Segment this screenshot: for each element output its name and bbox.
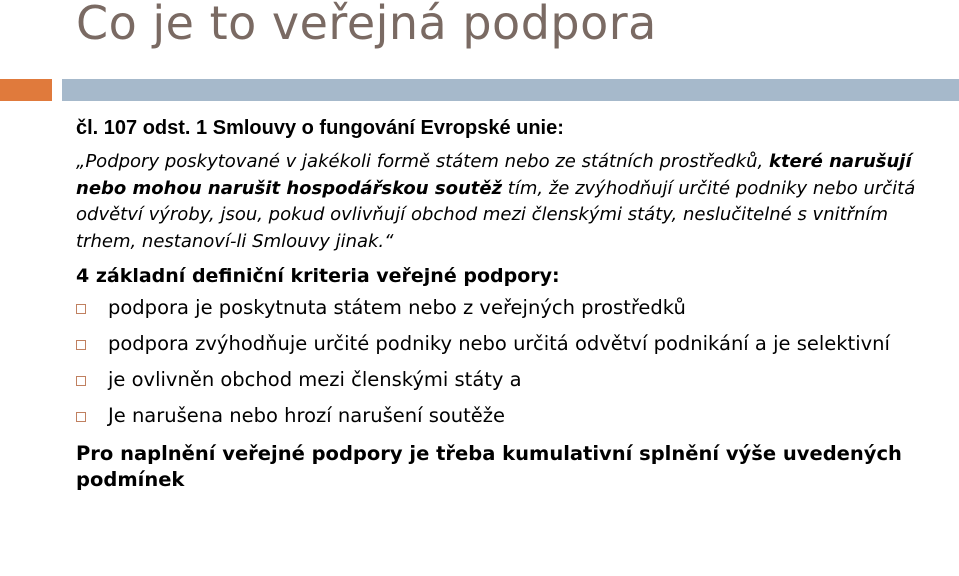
criteria-heading: 4 základní definiční kriteria veřejné podpory: (76, 265, 560, 287)
list-item (76, 367, 946, 393)
quote-part-2: tím, že zvýhodňují určité podniky nebo určitá odvětví výroby, jsou, pokud ovlivňují obchod mezi členskými státy, neslučitelné s vnitřním trhem, nestanoví-li Smlouvy jinak.“ (76, 177, 916, 252)
criterion-text: je ovlivněn obchod mezi členskými státy a (108, 368, 522, 391)
slide-title: Co je to veřejná podpora (76, 0, 657, 50)
list-item (76, 403, 946, 429)
criterion-text: podpora zvýhodňuje určité podniky nebo určitá odvětví podnikání a je selektivní (108, 332, 890, 355)
square-bullet-icon (76, 412, 86, 422)
list-item (76, 331, 946, 357)
criteria-list (76, 295, 946, 429)
quote-emphasis: které narušují nebo mohou narušit hospodářskou soutěž (76, 151, 912, 199)
conclusion-text: Pro naplnění veřejné podpory je třeba kumulativní splnění výše uvedených podmínek (76, 442, 902, 491)
square-bullet-icon (76, 304, 86, 314)
criterion-text: podpora je poskytnuta státem nebo z veřejných prostředků (108, 296, 686, 319)
square-bullet-icon (76, 376, 86, 386)
legal-quote (76, 149, 926, 255)
accent-bar-blue (62, 79, 959, 101)
slide-content (76, 115, 946, 493)
quote-part-1: „Podpory poskytované v jakékoli formě státem nebo ze státních prostředků, (76, 151, 769, 172)
list-item (76, 295, 946, 321)
article-heading: čl. 107 odst. 1 Smlouvy o fungování Evropské unie: (76, 117, 564, 139)
criterion-text: Je narušena nebo hrozí narušení soutěže (108, 404, 506, 427)
square-bullet-icon (76, 340, 86, 350)
accent-bar-orange (0, 79, 52, 101)
